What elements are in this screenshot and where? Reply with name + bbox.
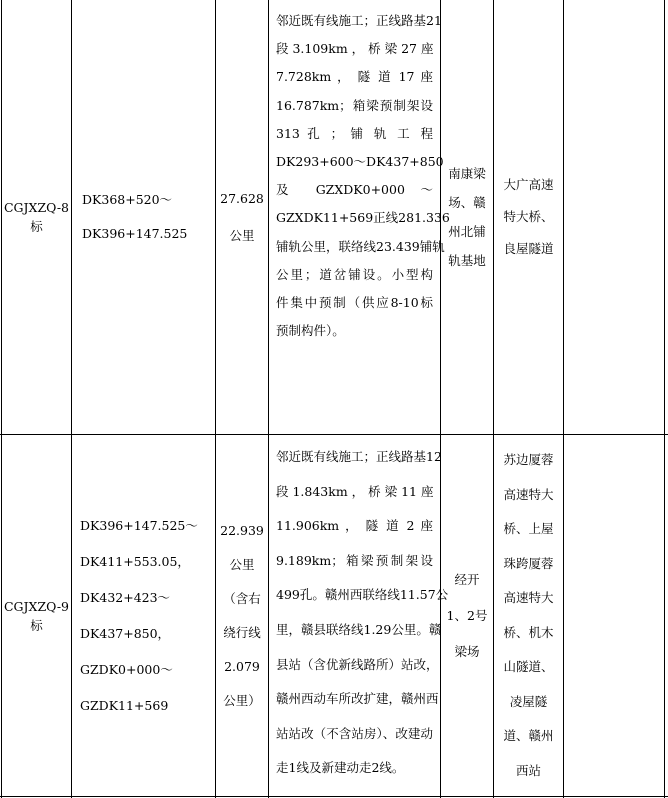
content-line: 499孔。赣州西联络线11.57公 (276, 587, 449, 603)
mileage-line: DK432+423～ (80, 589, 171, 605)
key-works-line: 大广高速 (503, 177, 554, 192)
section-line: 标 (30, 617, 43, 633)
key-works-line: 道、赣州 (503, 728, 554, 743)
yard-line: 1、2号 (446, 607, 488, 623)
section-line: CGJXZQ-9 (3, 598, 70, 614)
mileage-line: GZDK0+000～ (80, 661, 173, 677)
key-works-line: 山隧道、 (503, 659, 554, 674)
mileage-line: DK396+147.525 (82, 226, 188, 241)
content-line: 16.787km；箱梁预制架设 (276, 97, 433, 113)
key-works-line: 高速特大 (503, 486, 554, 502)
key-works-line: 苏边厦蓉 (503, 452, 554, 467)
length-line: 22.939 (220, 522, 264, 538)
mileage-line: GZDK11+569 (80, 697, 169, 713)
length-line: 公里 (229, 228, 255, 243)
key-works-line: 珠跨厦蓉 (503, 555, 554, 571)
length-line: 绕行线 (223, 624, 261, 640)
length-line: 27.628 (220, 191, 264, 206)
yard-line: 南康梁 (448, 166, 486, 181)
content-line: GZXDK11+569正线281.336 (276, 210, 450, 226)
column-divider-1 (71, 0, 72, 798)
content-line: 走1线及新建动走2线。 (276, 760, 405, 776)
column-divider-3 (268, 0, 269, 798)
section-line: CGJXZQ-8 (3, 200, 70, 215)
work-content-cell (276, 7, 450, 345)
content-line: 件集中预制（供应8-10标 (276, 295, 433, 311)
column-divider-6 (563, 0, 564, 798)
length-line: 公里 (229, 556, 255, 572)
key-works-cell (494, 0, 563, 434)
section-cell (2, 0, 71, 434)
content-line: 及 GZXDK0+000 ～ (276, 182, 433, 198)
length-line: 2.079 (224, 658, 260, 674)
content-line: 县站（含优新线路所）站改， (276, 656, 439, 672)
key-works-line: 凌屋隧 (509, 693, 548, 709)
key-works-line: 西站 (515, 762, 541, 778)
content-line: 站站改（不含站房）、改建动 (276, 725, 433, 741)
content-line: 11.906km ， 隧 道 2 座 (276, 518, 433, 534)
key-works-line: 桥、机木 (503, 624, 554, 640)
content-line: 9.189km；箱梁预制架设 (276, 552, 433, 568)
mileage-line: DK411+553.05， (80, 553, 190, 569)
table-border-bottom (0, 796, 668, 797)
key-works-line: 桥、上屋 (503, 521, 554, 536)
yard-line: 轨基地 (448, 253, 486, 268)
content-line: 7.728km ， 隧 道 17 座 (276, 69, 433, 85)
key-works-line: 特大桥、 (503, 209, 554, 224)
yard-line: 梁场 (454, 643, 480, 659)
beam-yard-cell (441, 0, 493, 434)
content-line: 预制构件）。 (276, 323, 345, 339)
length-line: （含右 (223, 590, 261, 606)
section-cell (2, 435, 71, 796)
yard-line: 经开 (454, 571, 480, 587)
key-works-line: 高速特大 (503, 590, 554, 605)
content-line: 邻近既有线施工；正线路基12 (276, 449, 442, 464)
mileage-cell (80, 435, 214, 796)
section-line: 标 (30, 219, 43, 234)
content-line: DK293+600～DK437+850 (276, 154, 444, 170)
length-line: 公里） (223, 692, 261, 708)
table-border-right (664, 0, 665, 798)
mileage-line: DK368+520～ (82, 192, 173, 207)
length-cell (216, 0, 268, 434)
beam-yard-cell (441, 435, 493, 796)
yard-line: 场、赣 (448, 195, 486, 210)
content-line: 邻近既有线施工；正线路基21 (276, 13, 442, 28)
yard-line: 州北铺 (448, 224, 486, 239)
content-line: 铺轨公里，联络线23.439铺轨 (276, 238, 445, 254)
work-content-cell (276, 440, 449, 786)
content-line: 段 1.843km ， 桥 梁 11 座 (276, 483, 434, 499)
content-line: 段 3.109km ， 桥 梁 27 座 (276, 41, 434, 57)
mileage-cell (82, 0, 212, 434)
key-works-line: 良屋隧道 (503, 241, 554, 256)
content-line: 313 孔 ； 铺 轨 工 程 (276, 125, 433, 141)
mileage-line: DK396+147.525～ (80, 517, 198, 533)
key-works-cell (494, 435, 563, 796)
content-line: 里，赣县联络线1.29公里。赣 (276, 621, 442, 637)
mileage-line: DK437+850， (80, 625, 171, 641)
length-cell (216, 435, 268, 796)
content-line: 赣州西动车所改扩建，赣州西 (276, 691, 439, 707)
content-line: 公里；道岔铺设。小型构 (276, 266, 433, 282)
